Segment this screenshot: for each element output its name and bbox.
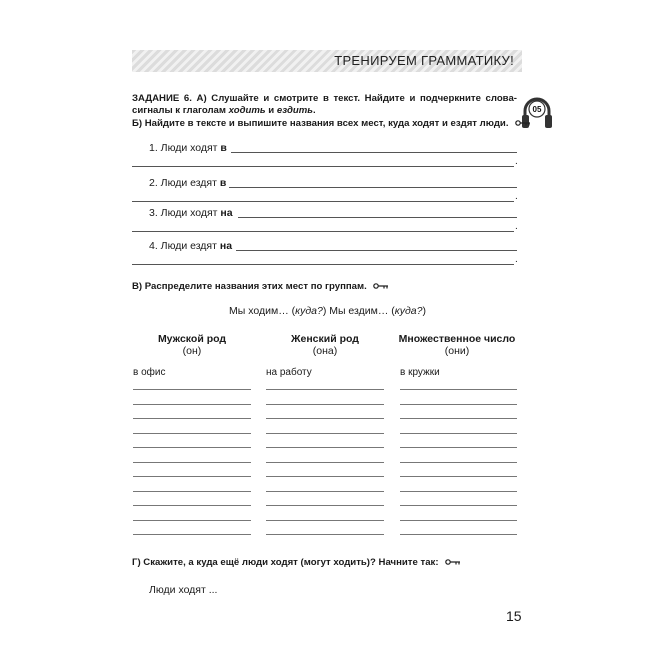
key-icon xyxy=(373,283,389,289)
answer-line[interactable] xyxy=(236,250,517,251)
column-answer-line[interactable] xyxy=(400,418,517,419)
section-b-instruction: В) Распределите названия этих мест по группам. xyxy=(132,281,389,292)
answer-line[interactable] xyxy=(132,201,514,202)
answer-line[interactable] xyxy=(231,152,517,153)
key-icon xyxy=(515,120,531,126)
column-answer-line[interactable] xyxy=(266,505,384,506)
task-b-instruction: Б) Найдите в тексте и выпишите названия всех мест, куда ходят и ездят люди. xyxy=(132,118,531,129)
column-answer-line[interactable] xyxy=(266,389,384,390)
column-header-masculine: Мужской род (он) xyxy=(157,333,227,357)
question-pattern: Мы ходим… (куда?) Мы ездим… (куда?) xyxy=(229,305,426,317)
column-answer-line[interactable] xyxy=(266,447,384,448)
answer-start: Люди ходят ... xyxy=(149,584,218,596)
task-6-instruction: ЗАДАНИЕ 6. А) Слушайте и смотрите в текст. Найдите и подчеркните слова-сигналы к глаголам ходить и ездить. xyxy=(132,93,517,116)
audio-track-number: 05 xyxy=(532,105,542,114)
column-answer-line[interactable] xyxy=(133,491,251,492)
column-answer-line[interactable] xyxy=(400,505,517,506)
answer-line[interactable] xyxy=(238,217,517,218)
column-answer-line[interactable] xyxy=(400,433,517,434)
column-header-feminine: Женский род (она) xyxy=(291,333,359,357)
fill-row-2: 2. Люди ездят в xyxy=(149,177,227,189)
column-answer-line[interactable] xyxy=(400,534,517,535)
column-answer-line[interactable] xyxy=(133,433,251,434)
page-number: 15 xyxy=(506,608,522,624)
answer-line[interactable] xyxy=(229,187,517,188)
column-answer-line[interactable] xyxy=(400,476,517,477)
column-header-plural: Множественное число (они) xyxy=(398,333,516,357)
column-answer-line[interactable] xyxy=(400,404,517,405)
answer-line[interactable] xyxy=(132,166,514,167)
column-answer-line[interactable] xyxy=(133,462,251,463)
fill-row-3: 3. Люди ходят на xyxy=(149,207,233,219)
section-title: ТРЕНИРУЕМ ГРАММАТИКУ! xyxy=(334,53,514,68)
example-masculine: в офис xyxy=(133,367,166,378)
answer-line[interactable] xyxy=(132,264,514,265)
fill-row-1: 1. Люди ходят в xyxy=(149,142,227,154)
column-answer-line[interactable] xyxy=(133,534,251,535)
column-answer-line[interactable] xyxy=(266,433,384,434)
column-answer-line[interactable] xyxy=(400,447,517,448)
column-answer-line[interactable] xyxy=(266,476,384,477)
column-answer-line[interactable] xyxy=(400,389,517,390)
column-answer-line[interactable] xyxy=(133,520,251,521)
column-answer-line[interactable] xyxy=(133,505,251,506)
column-answer-line[interactable] xyxy=(266,534,384,535)
column-answer-line[interactable] xyxy=(133,476,251,477)
column-answer-line[interactable] xyxy=(133,404,251,405)
column-answer-line[interactable] xyxy=(266,404,384,405)
column-answer-line[interactable] xyxy=(266,491,384,492)
column-answer-line[interactable] xyxy=(400,520,517,521)
column-answer-line[interactable] xyxy=(266,418,384,419)
column-answer-line[interactable] xyxy=(400,491,517,492)
column-answer-line[interactable] xyxy=(133,447,251,448)
key-icon xyxy=(445,559,461,565)
fill-row-4: 4. Люди ездят на xyxy=(149,240,233,252)
column-answer-line[interactable] xyxy=(400,462,517,463)
section-banner xyxy=(132,50,522,72)
example-feminine: на работу xyxy=(266,367,312,378)
column-answer-line[interactable] xyxy=(266,462,384,463)
column-answer-line[interactable] xyxy=(266,520,384,521)
section-g-instruction: Г) Скажите, а куда ещё люди ходят (могут ходить)? Начните так: xyxy=(132,557,461,568)
example-plural: в кружки xyxy=(400,367,440,378)
column-answer-line[interactable] xyxy=(133,418,251,419)
column-answer-line[interactable] xyxy=(133,389,251,390)
answer-line[interactable] xyxy=(132,231,514,232)
